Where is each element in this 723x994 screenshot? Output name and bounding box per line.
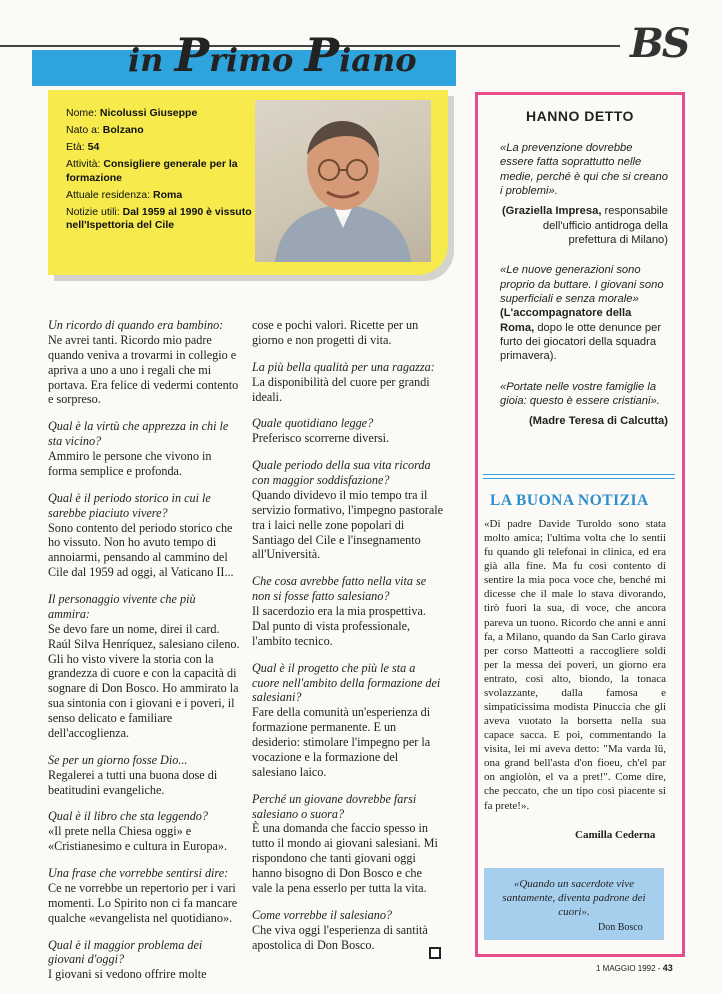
- quote-box-author: Don Bosco: [598, 922, 643, 933]
- interview-column-right: [252, 318, 444, 964]
- interview-entry: [48, 866, 240, 926]
- interview-answer: Ammiro le persone che vivono in forma semplice e profonda.: [48, 449, 212, 478]
- interview-question: Che cosa avrebbe fatto nella vita se non si fosse fatto salesiano?: [252, 574, 427, 604]
- hanno-detto-quotes: [500, 141, 668, 445]
- quote-1-attribution: (Graziella Impresa, responsabile dell'ufficio antidroga della prefettura di Milano): [501, 205, 668, 246]
- interview-entry: [48, 753, 240, 798]
- interview-entry: [48, 318, 240, 407]
- buona-notizia-author: Camilla Cederna: [575, 829, 656, 841]
- interview-answer: Quando dividevo il mio tempo tra il servizio formativo, l'impegno pastorale tra i laici nelle zone popolari di Santiago del Cile e l'insegnamento all'Università.: [252, 487, 444, 562]
- interview-answer: Sono contento del periodo storico che ho vissuto. Non ho avuto tempo di annoiarmi, pensando al cammino del Cile dal 1959 ad oggi, al Vaticano II...: [48, 520, 234, 580]
- page-number: 43: [662, 963, 673, 973]
- buona-notizia-text: «Di padre Davide Turoldo sono stata molto amica; l'ultima volta che lo sentii fu quando gli telefonai in clinica, ed era già alla fine. Ma fu così contento di sentire la mia poca voce che, benché mi dicesse che il male lo stava divorando, tirò fuori la sua, di voce, che ancora pareva un tuono. Ricordo che anni e anni fa, a Milano, quando da San Carlo girava per corso Matteotti a raccogliere soldi per la messa dei poveri, un giorno era entrato, così alto, biondo, la tonaca svolazzante, dalla famosa e simpaticissima modista Pinuccia che gli aveva vuotato la borsetta nella sua capace sacca. E poi, commentando la visita, lei mi aveva detto: "Ma varda lü, ona grand bell'asta d'on fioeu, ch'el par on angiolòn, el va a pret!". Come dire, che peccato, che un tipo così piacente si fa prete!».: [484, 518, 666, 812]
- interview-answer: Fare della comunità un'esperienza di formazione permanente. E un desiderio: stimolare l'impegno per la vocazione e la formazione del salesiano laico.: [252, 705, 431, 779]
- interview-question: Qual è il progetto che più le sta a cuore nell'ambito della formazione dei salesiani?: [252, 660, 441, 705]
- interview-question: Come vorrebbe il salesiano?: [252, 907, 393, 922]
- profile-fields: [66, 107, 254, 236]
- profile-name: Nome: Nicolussi Giuseppe: [66, 107, 198, 119]
- profile-age: Età: 54: [66, 141, 100, 154]
- profile-activity: Attività: Consigliere generale per la formazione: [66, 158, 238, 184]
- interview-answer: È una domanda che faccio spesso in tutto il mondo ai giovani salesiani. Mi rispondono che tanti giovani oggi hanno bisogno di Don Bosco e che vale la pena esserlo per tutta la vita.: [252, 821, 438, 895]
- portrait-photo: [255, 100, 431, 262]
- interview-answer: Che viva oggi l'esperienza di santità apostolica di Don Bosco.: [252, 922, 428, 952]
- interview-entry: [252, 792, 444, 896]
- interview-question: Una frase che vorrebbe sentirsi dire:: [48, 866, 229, 880]
- interview-question: Un ricordo di quando era bambino:: [48, 318, 224, 332]
- quote-3: «Portate nelle vostre famiglie la gioia: questo è essere cristiani».: [500, 380, 660, 407]
- profile-notes: Notizie utili: Dal 1959 al 1990 è vissuto nell'Ispettoria del Cile: [66, 205, 252, 231]
- interview-entry: [252, 574, 444, 648]
- interview-entry: [252, 360, 444, 405]
- interview-question: Qual è il periodo storico in cui le sarebbe piaciuto vivere?: [48, 490, 211, 520]
- issue-date: 1 MAGGIO 1992 -: [596, 964, 663, 973]
- interview-answer: «Il prete nella Chiesa oggi» e «Cristianesimo e cultura in Europa».: [48, 824, 228, 854]
- interview-entry: [252, 318, 444, 348]
- interview-entry: [252, 416, 444, 446]
- interview-answer: Ne avrei tanti. Ricordo mio padre quando veniva a trovarmi in collegio e apriva a uno a uno i regali che mi portava. Era felice di vedermi contento e sorpreso.: [48, 332, 239, 407]
- interview-answer: Se devo fare un nome, direi il card. Raúl Silva Henríquez, salesiano cileno. Gli ho visto vivere la storia con la grandezza di cuore e con la capacità di sognare di Don Bosco. Ho ammirato la sua sintonia con i giovani e i poveri, il senso delicato e familiare dell'accoglienza.: [48, 621, 240, 740]
- interview-entry: [48, 938, 240, 983]
- interview-entry: [48, 419, 240, 479]
- interview-question: La più bella qualità per una ragazza:: [252, 359, 435, 374]
- page-footer: [596, 963, 673, 973]
- interview-question: Quale quotidiano legge?: [252, 416, 374, 431]
- interview-answer: Ce ne vorrebbe un repertorio per i vari momenti. Lo Spirito non ci fa mancare qualche «evangelista nel quotidiano».: [48, 880, 238, 925]
- quote-1: «La prevenzione dovrebbe essere fatta soprattutto nelle medie, perché è qui che si creano i problemi».: [500, 142, 668, 197]
- interview-question: Qual è la virtù che apprezza in chi le sta vicino?: [48, 419, 229, 449]
- interview-question: Perché un giovane dovrebbe farsi salesiano o suora?: [252, 791, 417, 821]
- interview-entry: [48, 491, 240, 580]
- end-of-article-mark: [429, 947, 441, 959]
- interview-answer: La disponibilità del cuore per grandi ideali.: [252, 374, 430, 404]
- portrait-illustration: [255, 100, 431, 262]
- interview-question: Quale periodo della sua vita ricorda con maggior soddisfazione?: [252, 458, 431, 487]
- section-title: in Primo Piano: [128, 28, 417, 82]
- interview-question: Qual è il maggior problema dei giovani d'oggi?: [48, 937, 203, 967]
- interview-entry: [252, 458, 444, 562]
- interview-answer: cose e pochi valori. Ricette per un giorno e non progetti di vita.: [252, 318, 419, 347]
- quote-2: «Le nuove generazioni sono proprio da buttare. I giovani sono superficiali e senza morale» (L'accompagnatore della Roma, dopo le otte denunce per furto dei giocatori della squadra primavera).: [500, 264, 664, 363]
- interview-entry: [252, 661, 444, 780]
- interview-column-left: [48, 318, 240, 994]
- magazine-logo: BS: [630, 20, 689, 67]
- quote-box-text: «Quando un sacerdote vive santamente, diventa padrone dei cuori».: [502, 878, 646, 918]
- hanno-detto-title: HANNO DETTO: [526, 108, 634, 124]
- interview-question: Il personaggio vivente che più ammira:: [48, 592, 196, 621]
- interview-answer: Regalerei a tutti una buona dose di beatitudini evangeliche.: [48, 767, 218, 797]
- sidebar-divider: [483, 474, 675, 479]
- profile-residence: Attuale residenza: Roma: [66, 188, 183, 201]
- interview-entry: [48, 809, 240, 854]
- interview-question: Se per un giorno fosse Dio...: [48, 752, 188, 767]
- interview-question: Qual è il libro che sta leggendo?: [48, 809, 208, 824]
- interview-answer: Preferisco scorrerne diversi.: [252, 431, 390, 446]
- interview-entry: [252, 908, 444, 953]
- profile-birthplace: Nato a: Bolzano: [66, 124, 144, 137]
- interview-entry: [48, 592, 240, 741]
- quote-3-attribution: (Madre Teresa di Calcutta): [528, 415, 668, 428]
- buona-notizia-title: LA BUONA NOTIZIA: [490, 492, 649, 509]
- interview-answer: Il sacerdozio era la mia prospettiva. Dal punto di vista professionale, l'ambito tecnico.: [252, 604, 426, 648]
- interview-answer: I giovani si vedono offrire molte: [48, 967, 207, 982]
